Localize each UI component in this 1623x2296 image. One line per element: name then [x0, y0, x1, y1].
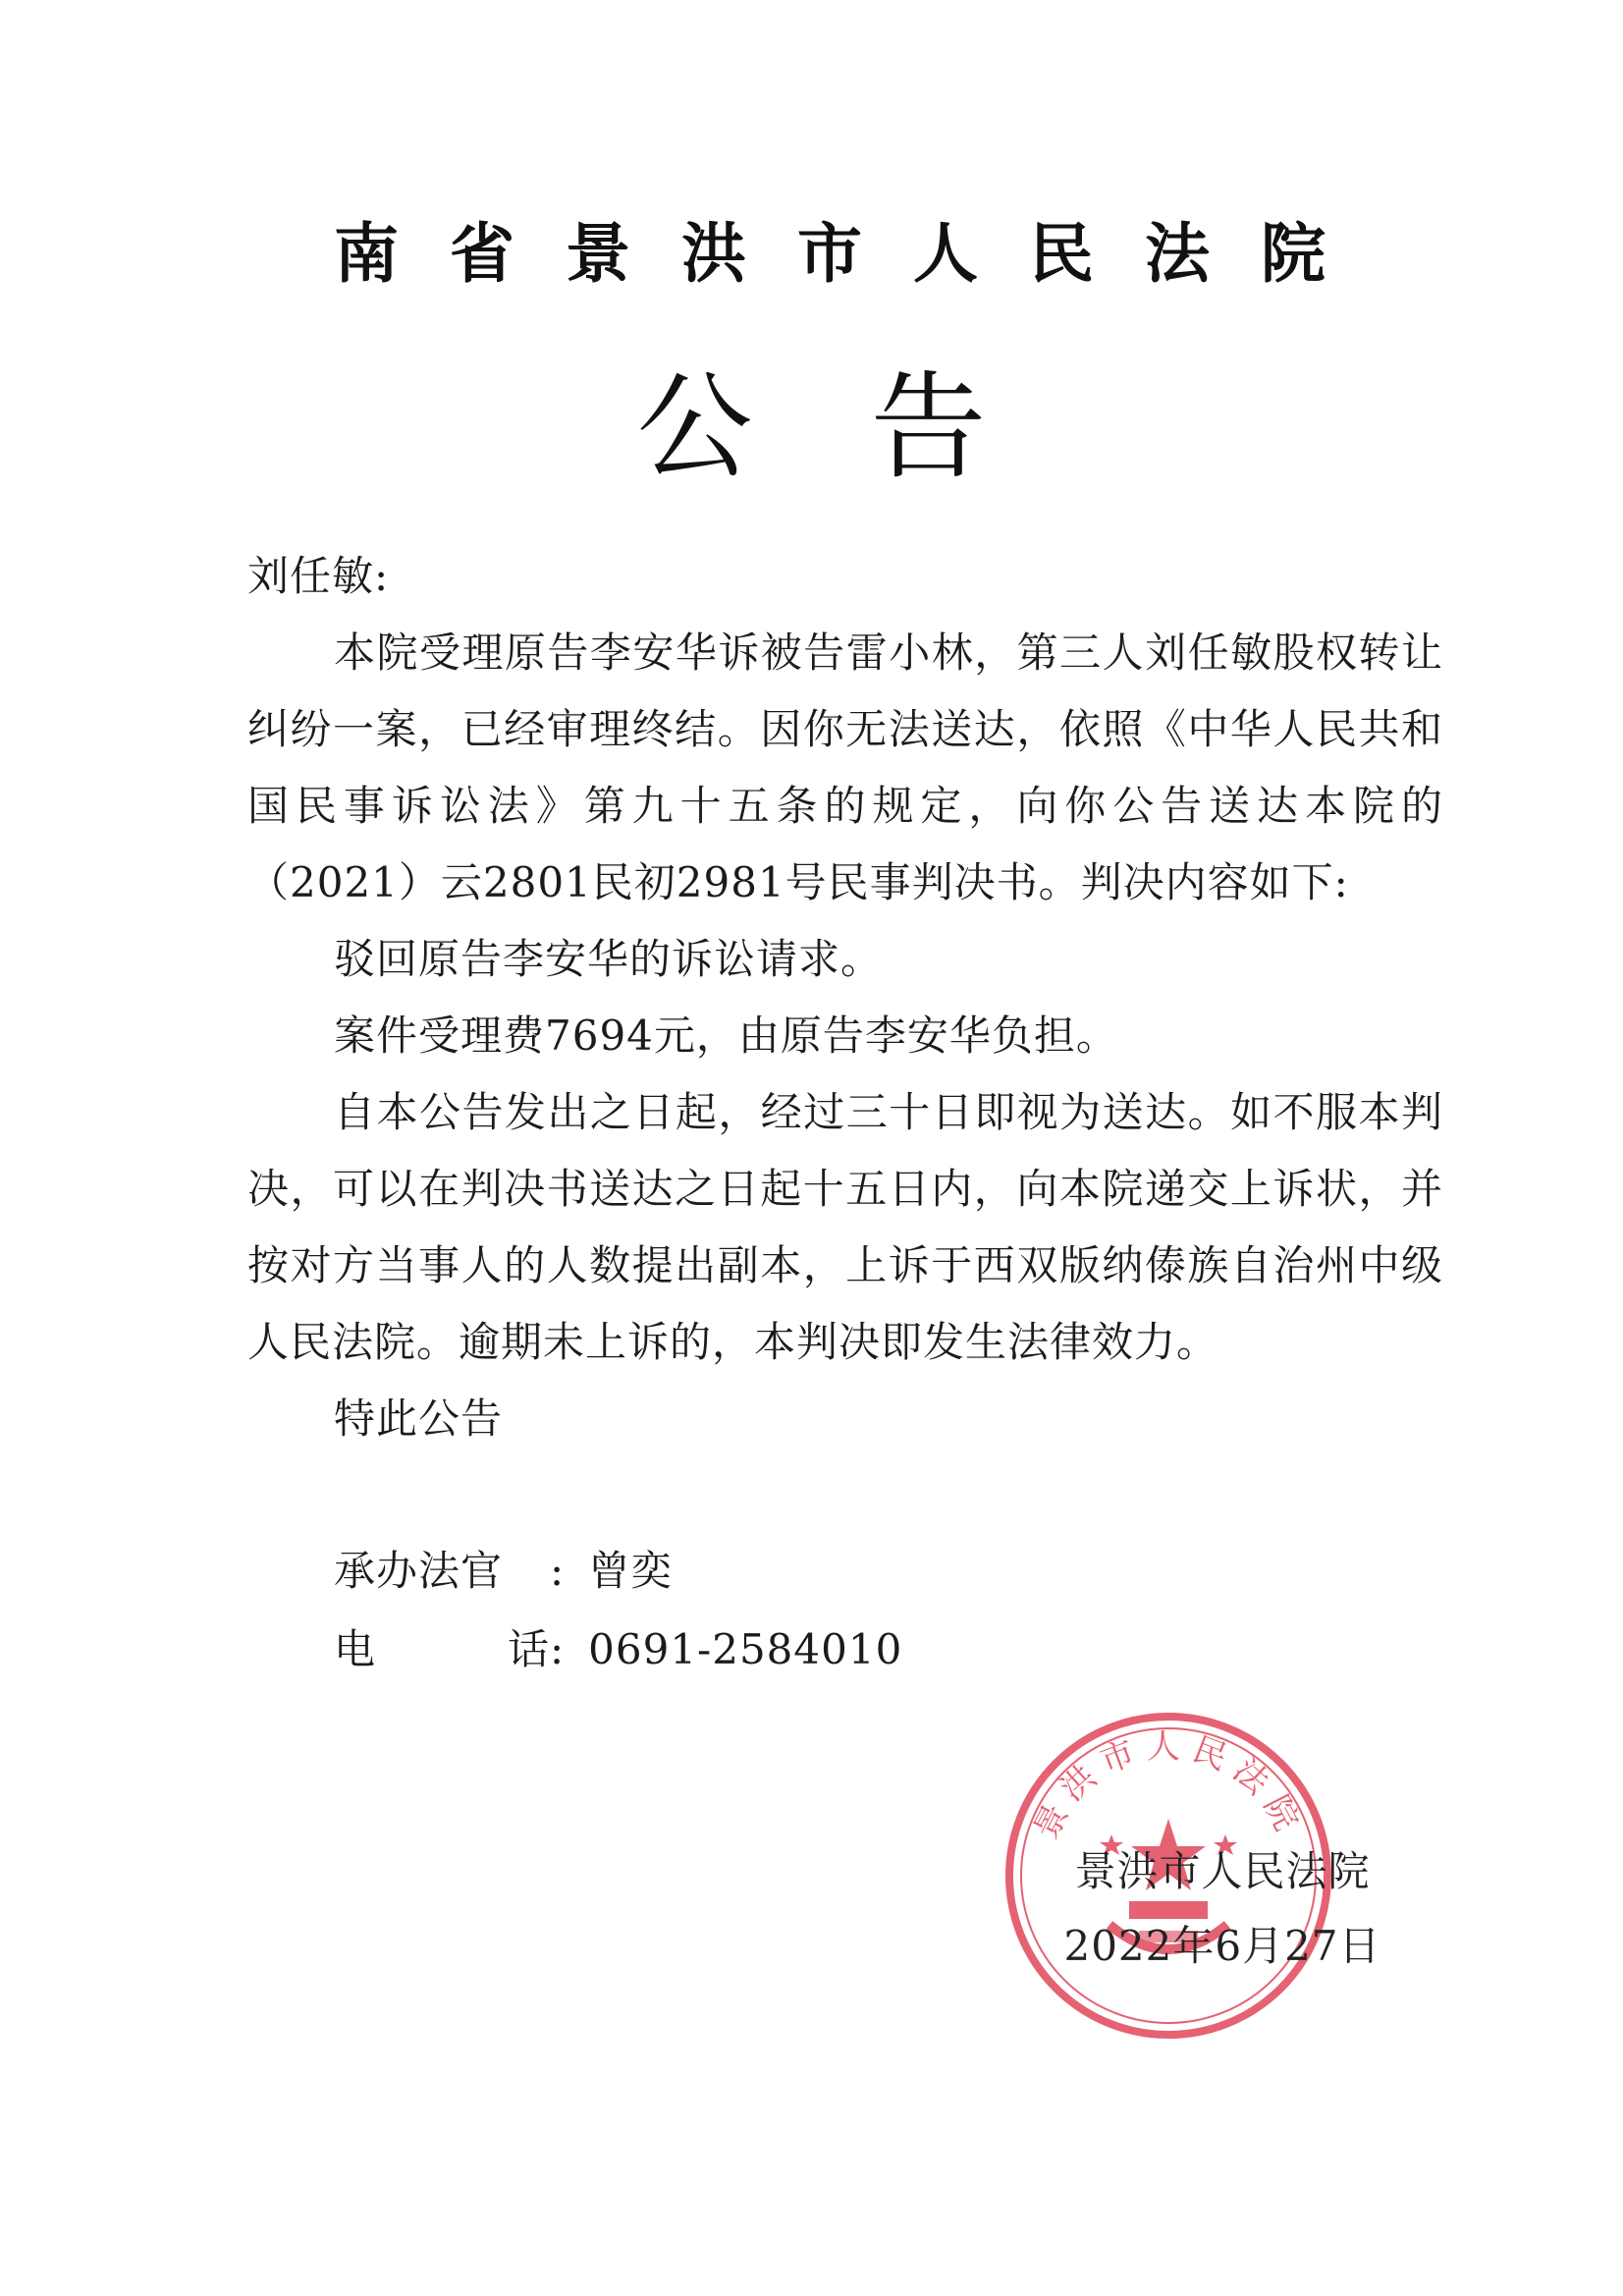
paragraph-closing: 特此公告 [334, 1394, 504, 1443]
phone-number: 0691-2584010 [588, 1625, 903, 1673]
phone-row [334, 1611, 1217, 1689]
seal-text: 景洪市人民法院 [1026, 1727, 1311, 1846]
court-name-heading: 南省景洪市人民法院 [334, 216, 1377, 292]
phone-label [334, 1611, 550, 1689]
judge-row [334, 1532, 1217, 1611]
contact-block [334, 1532, 1217, 1689]
notice-body [247, 538, 1443, 1457]
judge-name: 曾奕 [588, 1547, 674, 1595]
phone-label-first: 电 [334, 1625, 377, 1673]
signoff-court: 景洪市人民法院 [1074, 1847, 1371, 1895]
paragraph-appeal: 自本公告发出之日起，经过三十日即视为送达。如不服本判决，可以在判决书送达之日起十五日内，向本院递交上诉状，并按对方当事人的人数提出副本，上诉于西双版纳傣族自治州中级人民法院。逾期未上诉的，本判决即发生法律效力。 [247, 1088, 1443, 1366]
paragraph-fee: 案件受理费7694元，由原告李安华负担。 [334, 1011, 1118, 1060]
phone-colon: : [550, 1625, 566, 1673]
judge-label [334, 1532, 550, 1611]
judge-colon: : [550, 1547, 566, 1595]
paragraph-case: 本院受理原告李安华诉被告雷小林，第三人刘任敏股权转让纠纷一案，已经审理终结。因你无法送达，依照《中华人民共和国民事诉讼法》第九十五条的规定，向你公告送达本院的（2021）云2801民初2981号民事判决书。判决内容如下: [247, 629, 1443, 906]
signoff-date: 2022年6月27日 [1063, 1922, 1381, 1970]
notice-title: 公告 [636, 359, 1105, 495]
phone-label-second: 话 [507, 1625, 550, 1673]
addressee: 刘任敏: [247, 552, 390, 600]
signoff-block [1011, 1834, 1434, 1984]
judge-label-text: 承办法官 [334, 1547, 504, 1595]
paragraph-ruling: 驳回原告李安华的诉讼请求。 [334, 935, 884, 983]
